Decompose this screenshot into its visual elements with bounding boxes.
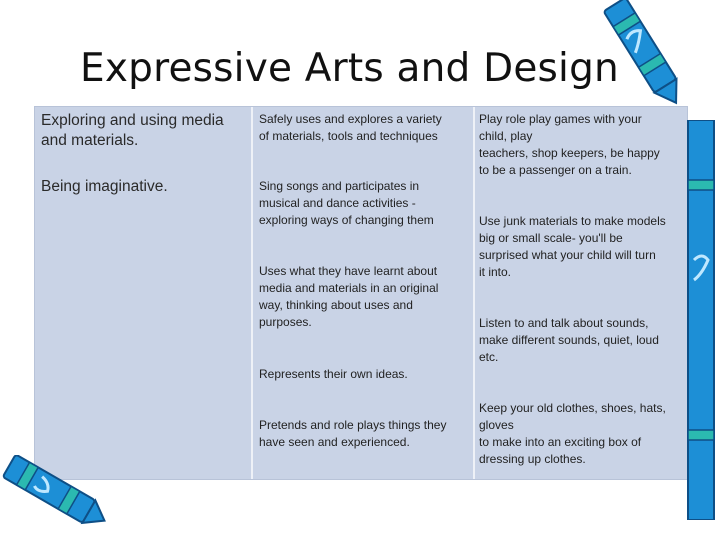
activity-item: Play role play games with your child, play teachers, shop keepers, be happy to be a passenger on a train. — [479, 112, 660, 177]
crayon-icon-top-right — [600, 0, 690, 110]
goal-item: Pretends and role plays things they have seen and experienced. — [259, 418, 447, 449]
goal-item: Uses what they have learnt about media and materials in an original way, thinking about uses and purposes. — [259, 264, 439, 329]
goal-item: Represents their own ideas. — [259, 367, 408, 381]
slide-title: Expressive Arts and Design — [80, 46, 619, 91]
area-exploring-media: Exploring and using media and materials. — [41, 112, 224, 149]
goal-item: Sing songs and participates in musical and dance activities - exploring ways of changing them — [259, 179, 434, 227]
activity-item: Keep your old clothes, shoes, hats, gloves to make into an exciting box of dressing up clothes. — [479, 401, 666, 466]
activity-item: Use junk materials to make models big or small scale- you'll be surprised what your child will turn it into. — [479, 214, 666, 279]
crayon-icon-bottom-left — [0, 455, 110, 540]
activities-column — [475, 107, 687, 479]
goal-item: Safely uses and explores a variety of materials, tools and techniques — [259, 112, 442, 143]
goals-column — [253, 107, 473, 479]
content-table — [34, 106, 688, 480]
learning-area-column — [35, 107, 251, 479]
area-being-imaginative: Being imaginative. — [41, 178, 168, 195]
activity-item: Listen to and talk about sounds, make different sounds, quiet, loud etc. — [479, 316, 659, 364]
crayon-icon-right-edge — [682, 120, 720, 520]
